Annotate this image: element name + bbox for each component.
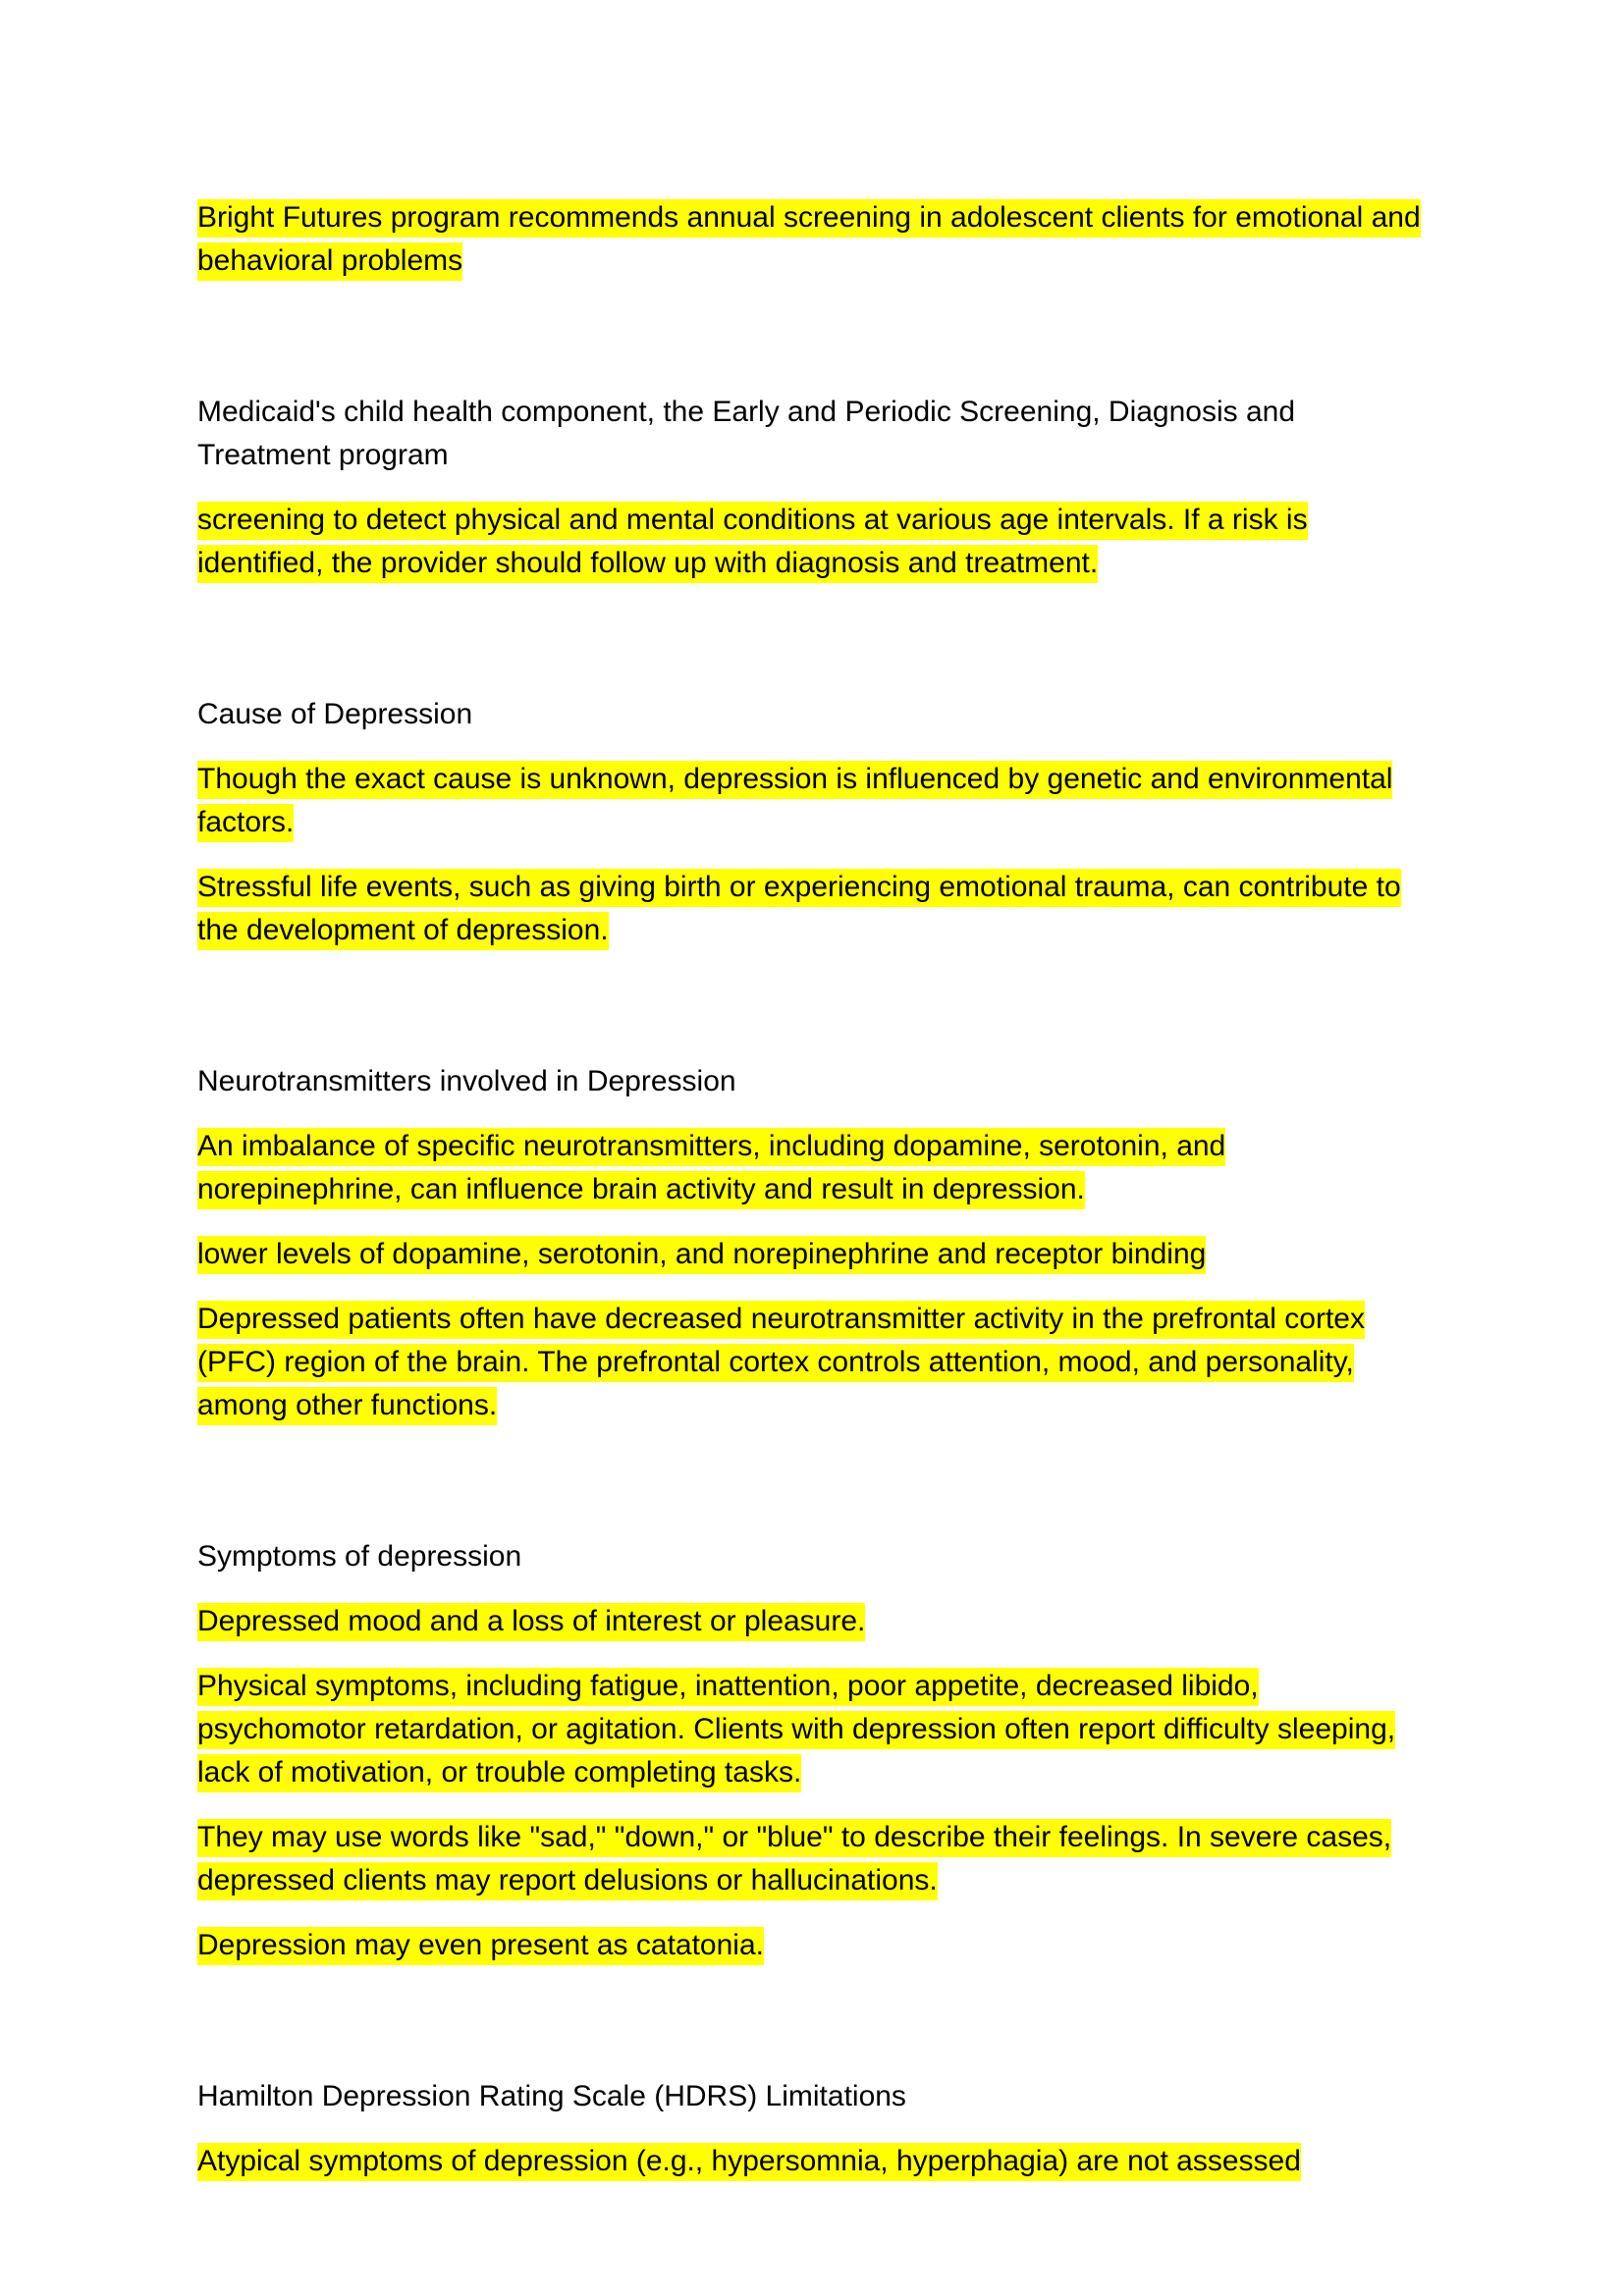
document-content — [197, 196, 1435, 2205]
section-gap — [197, 1449, 1435, 1535]
section-bright-futures — [197, 196, 1435, 283]
question-text: Cause of Depression — [197, 698, 473, 730]
highlighted-text: They may use words like "sad," "down," or "blue" to describe their feelings. In severe cases, depressed clients may report delusions or hallucinations. — [197, 1819, 1391, 1900]
answer-text — [197, 499, 1435, 585]
answer-text — [197, 1233, 1435, 1276]
answer-text — [197, 1125, 1435, 1211]
section-gap — [197, 974, 1435, 1060]
question-text: Symptoms of depression — [197, 1540, 522, 1573]
answer-text — [197, 1816, 1435, 1902]
highlighted-text: Physical symptoms, including fatigue, inattention, poor appetite, decreased libido, psychomotor retardation, or agitation. Clients with depression often report difficulty sleeping, lack of motivation, or trouble completing tasks. — [197, 1668, 1395, 1792]
highlighted-text: An imbalance of specific neurotransmitters, including dopamine, serotonin, and norepinephrine, can influence brain activity and result in depression. — [197, 1128, 1225, 1209]
highlighted-text: Depressed patients often have decreased neurotransmitter activity in the prefrontal cortex (PFC) region of the brain. The prefrontal cortex controls attention, mood, and personality, among other functions. — [197, 1301, 1365, 1425]
question-text: Neurotransmitters involved in Depression — [197, 1065, 736, 1097]
section-gap — [197, 607, 1435, 693]
section-gap — [197, 304, 1435, 391]
section-cause-of-depression — [197, 693, 1435, 952]
answer-text — [197, 1924, 1435, 1967]
answer-text — [197, 196, 1435, 283]
section-hdrs-limitations — [197, 2075, 1435, 2183]
highlighted-text: Depression may even present as catatonia. — [197, 1927, 764, 1965]
section-gap — [197, 1989, 1435, 2075]
section-symptoms — [197, 1535, 1435, 1967]
highlighted-text: Stressful life events, such as giving birth or experiencing emotional trauma, can contribute to the development of depression. — [197, 869, 1401, 950]
answer-text — [197, 1298, 1435, 1427]
highlighted-text: screening to detect physical and mental conditions at various age intervals. If a risk is identified, the provider should follow up with diagnosis and treatment. — [197, 502, 1308, 583]
section-medicaid — [197, 391, 1435, 585]
answer-text — [197, 2140, 1435, 2183]
highlighted-text: Bright Futures program recommends annual screening in adolescent clients for emotional and behavioral problems — [197, 199, 1421, 281]
section-neurotransmitters — [197, 1060, 1435, 1427]
question-text: Medicaid's child health component, the Early and Periodic Screening, Diagnosis and Treatment program — [197, 396, 1296, 471]
highlighted-text: lower levels of dopamine, serotonin, and norepinephrine and receptor binding — [197, 1236, 1206, 1274]
answer-text — [197, 758, 1435, 844]
answer-text — [197, 1600, 1435, 1643]
highlighted-text: Atypical symptoms of depression (e.g., hypersomnia, hyperphagia) are not assessed — [197, 2143, 1301, 2181]
highlighted-text: Though the exact cause is unknown, depression is influenced by genetic and environmental factors. — [197, 761, 1392, 842]
answer-text — [197, 1665, 1435, 1794]
answer-text — [197, 866, 1435, 952]
highlighted-text: Depressed mood and a loss of interest or pleasure. — [197, 1603, 865, 1641]
question-text: Hamilton Depression Rating Scale (HDRS) Limitations — [197, 2080, 906, 2112]
